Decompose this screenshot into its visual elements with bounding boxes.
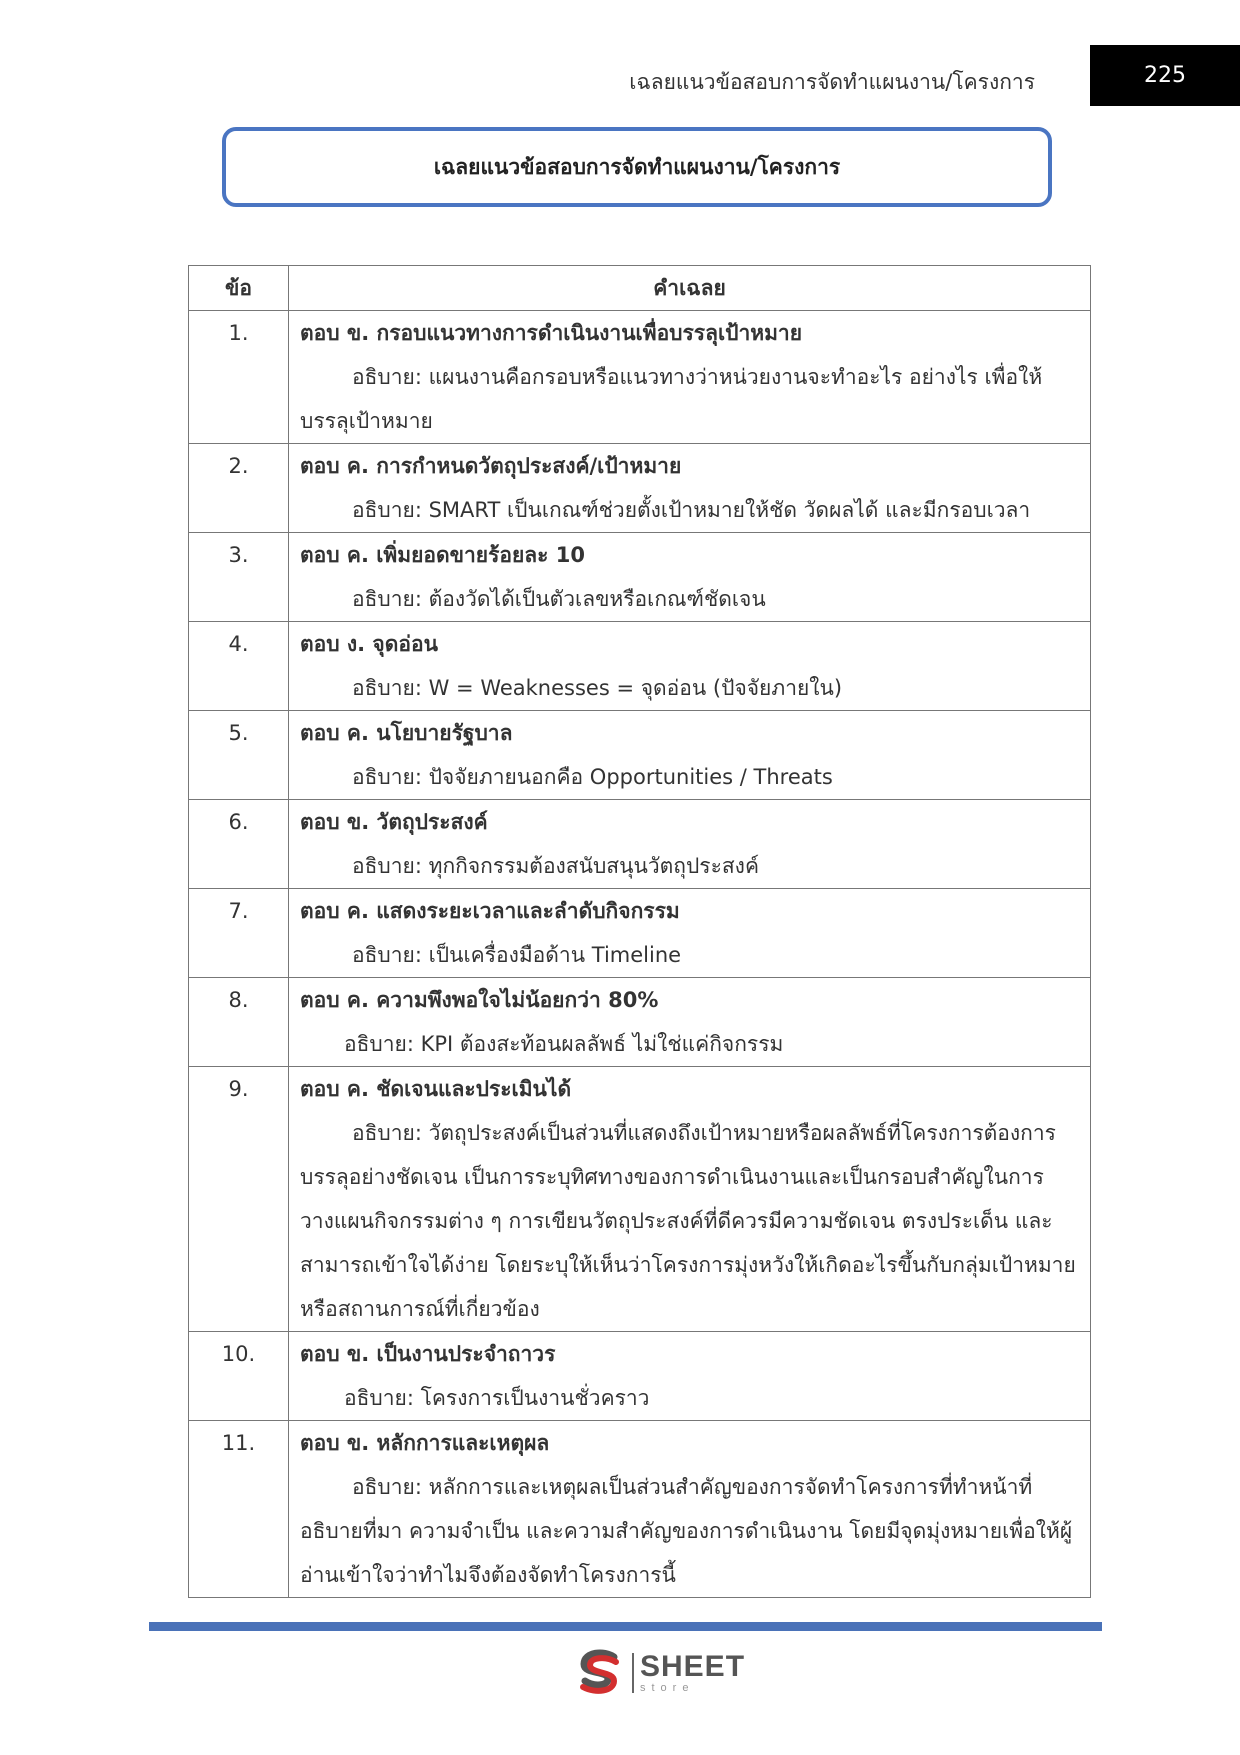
answer-text: ตอบ ค. นโยบายรัฐบาล: [300, 721, 513, 745]
table-row: [189, 978, 1091, 1067]
explanation-text: อธิบาย: ปัจจัยภายนอกคือ Opportunities / Threats: [352, 765, 833, 789]
answer-text: ตอบ ค. เพิ่มยอดขายร้อยละ 10: [300, 543, 585, 567]
row-number: 6.: [189, 800, 289, 889]
answer-table: [188, 265, 1091, 1598]
running-header: เฉลยแนวข้อสอบการจัดทำแผนงาน/โครงการ: [629, 70, 1035, 94]
table-row: [189, 1332, 1091, 1421]
answer-text: ตอบ ค. ความพึงพอใจไม่น้อยกว่า 80%: [300, 988, 659, 1012]
row-number: 5.: [189, 711, 289, 800]
answer-text: ตอบ ข. วัตถุประสงค์: [300, 810, 488, 834]
table-row: [189, 889, 1091, 978]
column-header-number: ข้อ: [189, 266, 289, 311]
answer-text: ตอบ ข. หลักการและเหตุผล: [300, 1431, 550, 1455]
page-number: 225: [1090, 45, 1240, 106]
row-content: [289, 800, 1091, 889]
row-content: [289, 1067, 1091, 1332]
sheet-store-logo: [574, 1648, 745, 1698]
table-row: [189, 1067, 1091, 1332]
row-number: 10.: [189, 1332, 289, 1421]
column-header-answer: คำเฉลย: [289, 266, 1091, 311]
explanation-text: อธิบาย: โครงการเป็นงานชั่วคราว: [344, 1386, 650, 1410]
explanation-text: อธิบาย: W = Weaknesses = จุดอ่อน (ปัจจัยภายใน): [352, 676, 843, 700]
row-content: [289, 978, 1091, 1067]
explanation-text: อธิบาย: SMART เป็นเกณฑ์ช่วยตั้งเป้าหมายให้ชัด วัดผลได้ และมีกรอบเวลา: [352, 498, 1031, 522]
table-row: [189, 533, 1091, 622]
table-row: [189, 444, 1091, 533]
table-header-row: [189, 266, 1091, 311]
row-content: [289, 533, 1091, 622]
row-number: 11.: [189, 1421, 289, 1598]
row-number: 4.: [189, 622, 289, 711]
row-number: 9.: [189, 1067, 289, 1332]
footer-rule: [149, 1622, 1102, 1631]
explanation-text: อธิบาย: เป็นเครื่องมือด้าน Timeline: [352, 943, 682, 967]
logo-subtext: store: [640, 1682, 695, 1694]
logo-divider: [632, 1653, 634, 1693]
logo-word: SHEET: [640, 1650, 746, 1683]
explanation-text: อธิบาย: แผนงานคือกรอบหรือแนวทางว่าหน่วยงานจะทำอะไร อย่างไร เพื่อให้บรรลุเป้าหมาย: [300, 365, 1043, 433]
answer-text: ตอบ ค. การกำหนดวัตถุประสงค์/เป้าหมาย: [300, 454, 682, 478]
row-content: [289, 889, 1091, 978]
table-row: [189, 711, 1091, 800]
answer-text: ตอบ ค. ชัดเจนและประเมินได้: [300, 1077, 572, 1101]
answer-text: ตอบ ข. กรอบแนวทางการดำเนินงานเพื่อบรรลุเป้าหมาย: [300, 321, 803, 345]
explanation-text: อธิบาย: ต้องวัดได้เป็นตัวเลขหรือเกณฑ์ชัดเจน: [352, 587, 766, 611]
row-content: [289, 444, 1091, 533]
answer-text: ตอบ ข. เป็นงานประจำถาวร: [300, 1342, 556, 1366]
row-number: 7.: [189, 889, 289, 978]
row-number: 3.: [189, 533, 289, 622]
row-number: 8.: [189, 978, 289, 1067]
explanation-text: อธิบาย: วัตถุประสงค์เป็นส่วนที่แสดงถึงเป้าหมายหรือผลลัพธ์ที่โครงการต้องการบรรลุอย่างชัดเจน เป็นการระบุทิศทางของการดำเนินงานและเป็นกรอบสำคัญในการวางแผนกิจกรรมต่าง ๆ การเขียนวัตถุประสงค์ที่ดีควรมีความชัดเจน ตรงประเด็น และสามารถเข้าใจได้ง่าย โดยระบุให้เห็นว่าโครงการมุ่งหวังให้เกิดอะไรขึ้นกับกลุ่มเป้าหมายหรือสถานการณ์ที่เกี่ยวข้อง: [300, 1121, 1076, 1321]
page-title-box: [222, 127, 1052, 207]
row-content: [289, 311, 1091, 444]
table-row: [189, 311, 1091, 444]
answer-text: ตอบ ง. จุดอ่อน: [300, 632, 438, 656]
explanation-text: อธิบาย: KPI ต้องสะท้อนผลลัพธ์ ไม่ใช่แค่กิจกรรม: [344, 1032, 784, 1056]
logo-text: [640, 1652, 745, 1694]
table-row: [189, 800, 1091, 889]
row-number: 2.: [189, 444, 289, 533]
explanation-text: อธิบาย: หลักการและเหตุผลเป็นส่วนสำคัญของการจัดทำโครงการที่ทำหน้าที่อธิบายที่มา ความจำเป็น และความสำคัญของการดำเนินงาน โดยมีจุดมุ่งหมายเพื่อให้ผู้อ่านเข้าใจว่าทำไมจึงต้องจัดทำโครงการนี้: [300, 1475, 1073, 1587]
logo-s-icon: [574, 1648, 624, 1698]
row-content: [289, 1332, 1091, 1421]
table-row: [189, 1421, 1091, 1598]
row-content: [289, 622, 1091, 711]
page-title: เฉลยแนวข้อสอบการจัดทำแผนงาน/โครงการ: [433, 154, 841, 179]
answer-text: ตอบ ค. แสดงระยะเวลาและลำดับกิจกรรม: [300, 899, 680, 923]
explanation-text: อธิบาย: ทุกกิจกรรมต้องสนับสนุนวัตถุประสงค์: [352, 854, 759, 878]
row-content: [289, 711, 1091, 800]
row-content: [289, 1421, 1091, 1598]
table-row: [189, 622, 1091, 711]
row-number: 1.: [189, 311, 289, 444]
